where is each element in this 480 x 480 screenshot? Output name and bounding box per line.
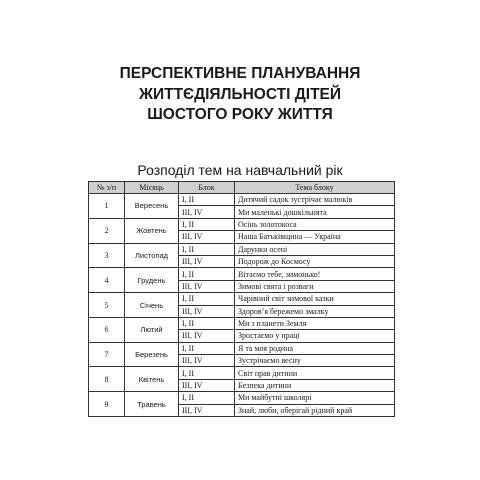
topic-cell: Наша Батьківщина — Україна bbox=[235, 231, 395, 243]
row-number: 6 bbox=[89, 317, 125, 342]
block-cell: III, IV bbox=[179, 404, 235, 416]
block-cell: III, IV bbox=[179, 280, 235, 292]
table-caption: Розподіл тем на навчальний рік bbox=[137, 162, 343, 178]
row-number: 3 bbox=[89, 243, 125, 268]
table-row bbox=[89, 392, 395, 404]
header-month: Місяць bbox=[125, 182, 179, 194]
topic-cell: Світ прав дитини bbox=[235, 367, 395, 379]
topic-cell: Вітаємо тебе, зимонько! bbox=[235, 268, 395, 280]
header-block: Блок bbox=[179, 182, 235, 194]
topic-cell: Ми з планети Земля bbox=[235, 317, 395, 329]
month-cell: Січень bbox=[125, 293, 179, 318]
row-number: 8 bbox=[89, 367, 125, 392]
block-cell: III, IV bbox=[179, 330, 235, 342]
row-number: 2 bbox=[89, 218, 125, 243]
block-cell: I, II bbox=[179, 342, 235, 354]
row-number: 9 bbox=[89, 392, 125, 417]
block-cell: I, II bbox=[179, 243, 235, 255]
table-header-row bbox=[89, 182, 395, 194]
topic-cell: Зустрічаємо весну bbox=[235, 355, 395, 367]
block-cell: III, IV bbox=[179, 206, 235, 218]
block-cell: I, II bbox=[179, 268, 235, 280]
row-number: 5 bbox=[89, 293, 125, 318]
month-cell: Жовтень bbox=[125, 218, 179, 243]
month-cell: Лютий bbox=[125, 317, 179, 342]
table-row bbox=[89, 317, 395, 329]
topic-cell: Дарунки осені bbox=[235, 243, 395, 255]
topic-cell: Дитячий садок зустрічає малюків bbox=[235, 194, 395, 206]
title-line-3: ШОСТОГО РОКУ ЖИТТЯ bbox=[147, 106, 333, 123]
row-number: 4 bbox=[89, 268, 125, 293]
table-row bbox=[89, 367, 395, 379]
month-cell: Травень bbox=[125, 392, 179, 417]
topic-cell: Безпека дитини bbox=[235, 379, 395, 391]
month-cell: Березень bbox=[125, 342, 179, 367]
topic-cell: Ми майбутні школярі bbox=[235, 392, 395, 404]
block-cell: III, IV bbox=[179, 355, 235, 367]
block-cell: III, IV bbox=[179, 255, 235, 267]
topic-cell: Чарівний світ зимової казки bbox=[235, 293, 395, 305]
block-cell: I, II bbox=[179, 194, 235, 206]
row-number: 7 bbox=[89, 342, 125, 367]
table-row bbox=[89, 194, 395, 206]
topic-cell: Знай, люби, оберігай рідний край bbox=[235, 404, 395, 416]
header-number: № з/п bbox=[89, 182, 125, 194]
block-cell: I, II bbox=[179, 218, 235, 230]
topic-cell: Подорож до Космосу bbox=[235, 255, 395, 267]
topic-distribution-table bbox=[88, 181, 395, 417]
header-topic: Тема блоку bbox=[235, 182, 395, 194]
topic-cell: Зимові свята і розваги bbox=[235, 280, 395, 292]
block-cell: I, II bbox=[179, 317, 235, 329]
table-row bbox=[89, 293, 395, 305]
block-cell: III, IV bbox=[179, 231, 235, 243]
block-cell: I, II bbox=[179, 293, 235, 305]
table-row bbox=[89, 218, 395, 230]
topic-cell: Зростаємо у праці bbox=[235, 330, 395, 342]
month-cell: Листопад bbox=[125, 243, 179, 268]
topic-cell: Здоров’я бережемо змалку bbox=[235, 305, 395, 317]
topic-cell: Осінь золотокоса bbox=[235, 218, 395, 230]
block-cell: I, II bbox=[179, 392, 235, 404]
table-row bbox=[89, 342, 395, 354]
month-cell: Грудень bbox=[125, 268, 179, 293]
table-row bbox=[89, 243, 395, 255]
month-cell: Квітень bbox=[125, 367, 179, 392]
row-number: 1 bbox=[89, 194, 125, 219]
topic-cell: Ми маленькі дошкільнята bbox=[235, 206, 395, 218]
topic-cell: Я та моя родина bbox=[235, 342, 395, 354]
title-line-1: ПЕРСПЕКТИВНЕ ПЛАНУВАННЯ bbox=[119, 65, 361, 82]
block-cell: I, II bbox=[179, 367, 235, 379]
table-row bbox=[89, 268, 395, 280]
block-cell: III, IV bbox=[179, 305, 235, 317]
title-line-2: ЖИТТЄДІЯЛЬНОСТІ ДІТЕЙ bbox=[138, 85, 342, 103]
block-cell: III, IV bbox=[179, 379, 235, 391]
month-cell: Вересень bbox=[125, 194, 179, 219]
table-body bbox=[89, 194, 395, 417]
page-title bbox=[0, 64, 480, 126]
